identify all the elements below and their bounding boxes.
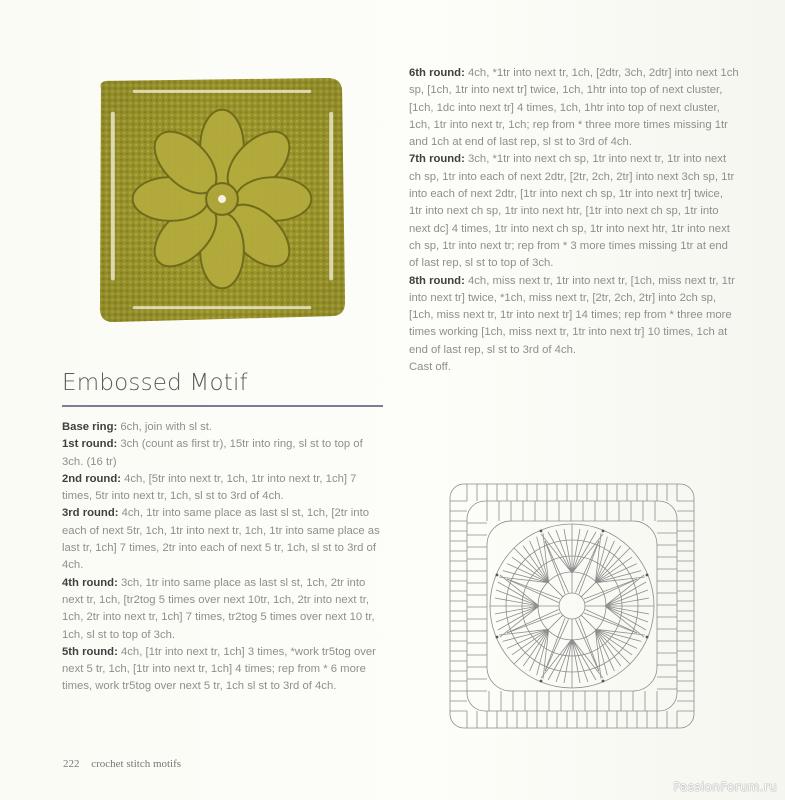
instruction-round-8 [409, 273, 739, 359]
watermark: PassionForum.ru [673, 780, 777, 794]
round-text: 4ch, [1tr into next tr, 1ch] 3 times, *work tr5tog over next 5 tr, 1ch, [1tr into next tr, 1ch] 4 times; rep from * 6 more times, work tr5tog over next 5 tr, 1ch sl st to 3rd of 4ch. [62, 645, 376, 693]
round-label: 5th round: [62, 645, 118, 658]
round-text: 6ch, join with sl st. [117, 421, 213, 433]
round-text: 3ch, 1tr into same place as last sl st, 1ch, 2tr into next tr, 1ch, [tr2tog 5 times over next 10tr, 1ch, 2tr into next tr, 1ch, 2tr into next tr, 1ch] 7 times, tr2tog 5 times over next 10 tr, 1ch, sl st to top of 3ch. [62, 576, 375, 641]
round-label: 2nd round: [62, 472, 121, 485]
round-text: 3ch (count as first tr), 15tr into ring, sl st to top of 3ch. (16 tr) [62, 438, 363, 468]
instruction-base-ring [62, 419, 387, 436]
round-text: 4ch, *1tr into next tr, 1ch, [2dtr, 3ch, 2dtr] into next 1ch sp, [1ch, 1tr into next tr] twice, 1ch, 1htr into top of next cluster, [1ch, 1dc into next tr] 4 times, 1ch, 1htr into top of next cluster, 1ch, 1tr into next tr, 1ch; rep from * three more times missing 1tr and 1ch at end of last rep, sl st to 3rd of 4ch. [409, 67, 739, 149]
round-label: Base ring: [62, 421, 118, 433]
instruction-round-4 [62, 575, 387, 644]
round-label: 3rd round: [62, 507, 119, 520]
section-title: crochet stitch motifs [91, 758, 182, 770]
instruction-round-5 [62, 644, 387, 696]
round-label: 8th round: [409, 274, 465, 287]
instruction-round-2 [62, 471, 387, 506]
instruction-round-3 [62, 505, 387, 574]
round-text: 4ch, [5tr into next tr, 1ch, 1tr into next tr, 1ch] 7 times, 5tr into next tr, 1ch, sl st to 3rd of 4ch. [62, 472, 357, 503]
crochet-symbol-chart [447, 481, 697, 731]
round-label: 7th round: [409, 153, 465, 166]
instruction-cast-off [409, 359, 739, 376]
round-text: Cast off. [409, 361, 451, 374]
crochet-square-image [93, 72, 351, 330]
round-label: 6th round: [409, 67, 465, 79]
round-text: 4ch, 1tr into same place as last sl st, 1ch, [2tr into each of next 5tr, 1ch, 1tr into next tr, 1ch, 1tr into same place as last tr, 1ch] 7 times, 2tr into each of next 5 tr, 1ch, sl st to 3rd of 4ch. [62, 507, 380, 572]
page-footer [63, 758, 181, 770]
instruction-round-1 [62, 436, 387, 471]
round-label: 4th round: [62, 576, 118, 589]
motif-photo [93, 72, 351, 330]
instructions-left-column [62, 419, 387, 696]
pattern-title: Embossed Motif [62, 370, 248, 396]
round-text: 3ch, *1tr into next ch sp, 1tr into next tr, 1tr into next ch sp, 1tr into each of next 2dtr, [2tr, 2ch, 2tr] into next 3ch sp, 1tr into each of next 2dtr, [1tr into next ch sp, 1tr into next tr] twice, 1tr into next ch sp, 1tr into next htr, [1tr into next ch sp, 1tr into next dc] 4 times, 1tr into next ch sp, 1tr into next htr, 1tr into next ch sp, 1tr into next tr; rep from * 3 more times missing 1tr at end of last rep, sl st to top of 3ch. [409, 153, 735, 270]
chart-diagram [447, 481, 697, 731]
title-divider [62, 405, 383, 407]
round-text: 4ch, miss next tr, 1tr into next tr, [1ch, miss next tr, 1tr into next tr] twice, *1ch, miss next tr, [2tr, 2ch, 2tr] into 2ch sp, [1ch, miss next tr, 1tr into next tr] 14 times; rep from * three more times working [1ch, miss next tr, 1tr into next tr] 10 times, 1ch at end of last rep, sl st to 3rd of 4ch. [409, 274, 735, 356]
page-number: 222 [63, 758, 80, 770]
round-label: 1st round: [62, 438, 118, 451]
instruction-round-7 [409, 151, 739, 272]
instructions-right-column [409, 65, 739, 376]
instruction-round-6 [409, 65, 739, 151]
